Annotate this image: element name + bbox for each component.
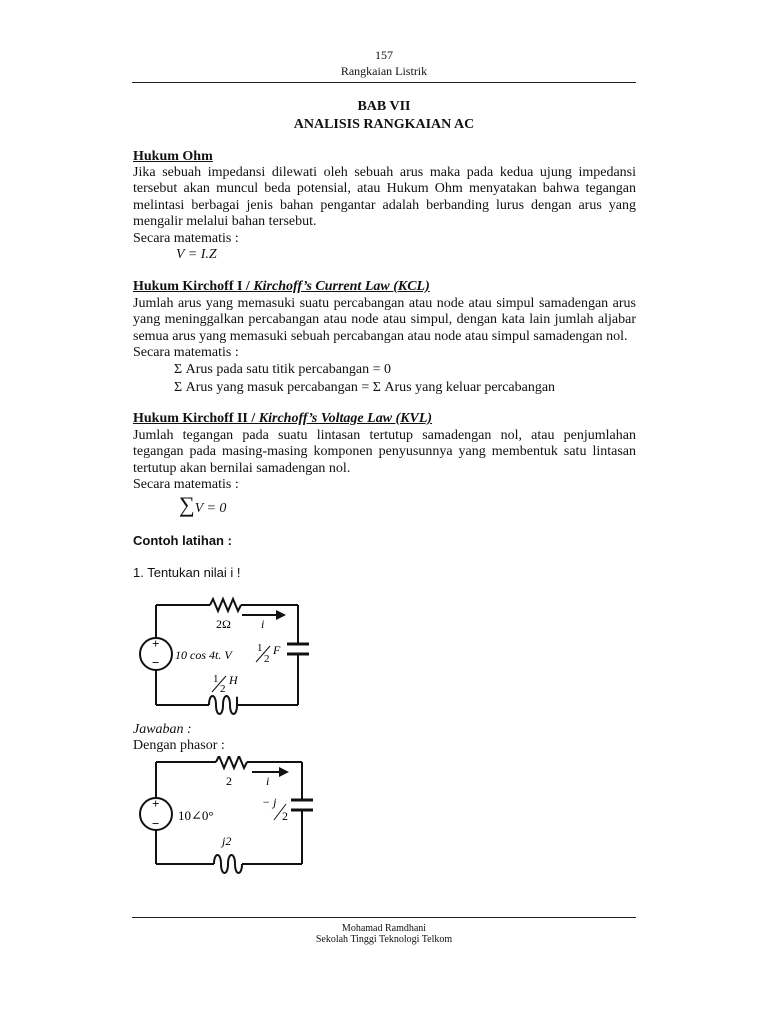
kcl-equation-2: Σ Arus yang masuk percabangan = Σ Arus yang keluar percabangan — [174, 380, 556, 395]
source-2-plus: + — [152, 796, 160, 811]
kvl-formula: ∑V = 0 — [179, 492, 227, 517]
current-1-label: i — [261, 617, 265, 631]
current-arrow-2 — [279, 767, 289, 777]
ohm-heading: Hukum Ohm — [133, 149, 213, 164]
resistor-1-symbol — [210, 599, 241, 611]
example-heading: Contoh latihan : — [133, 533, 232, 548]
inductor-1-den: 2 — [220, 683, 226, 695]
inductor-2-label: j2 — [222, 834, 232, 848]
header-rule — [132, 82, 636, 83]
circuit-1-diagram — [136, 592, 320, 720]
ohm-formula: V = I.Z — [176, 247, 217, 262]
capacitor-2-den: 2 — [282, 809, 288, 823]
inductor-2-symbol — [214, 855, 242, 873]
ohm-paragraph: Jika sebuah impedansi dilewati oleh sebuah arus maka pada kedua ujung impedansi tersebut akan muncul beda potensial, atau Hukum Ohm menyatakan bahwa tegangan melintasi berbagai jenis bahan pengantar adalah berbanding lurus dengan arus yang mengalir melalui bahan tersebut. — [133, 165, 636, 230]
kcl-equation-1: Σ Arus pada satu titik percabangan = 0 — [174, 362, 392, 377]
resistor-1-label: 2Ω — [216, 617, 231, 631]
chapter-number: BAB VII — [357, 99, 411, 114]
inductor-1-symbol — [209, 696, 237, 714]
current-arrow-1 — [276, 610, 286, 620]
source-1-label: 10 cos 4t. V — [175, 648, 232, 662]
inductor-1-unit: H — [229, 673, 238, 687]
source-2-label: 10∠0° — [178, 808, 214, 823]
running-header: Rangkaian Listrik — [340, 64, 428, 78]
source-2-minus: − — [152, 816, 160, 831]
kcl-math-label: Secara matematis : — [133, 345, 239, 360]
kcl-paragraph: Jumlah arus yang memasuki suatu percabangan atau node atau simpul samadengan arus yang meninggalkan percabangan atau node atau simpul, dengan kata lain jumlah aljabar semua arus yang memasuki sebuah percabangan atau node atau simpul samadengan nol. — [133, 296, 636, 344]
source-1-plus: + — [152, 636, 160, 651]
kvl-paragraph: Jumlah tegangan pada suatu lintasan tertutup samadengan nol, atau penjumlahan tegangan pada masing-masing komponen penyusunnya yang membentuk satu lintasan tertutup akan bernilai samadengan nol. — [133, 428, 636, 476]
source-1-minus: − — [152, 655, 160, 670]
capacitor-1-num: 1 — [257, 642, 263, 654]
example-question: 1. Tentukan nilai i ! — [133, 565, 241, 580]
current-2-label: i — [266, 774, 270, 788]
inductor-1-num: 1 — [213, 673, 219, 685]
kcl-heading: Hukum Kirchoff I / Kirchoff’s Current Law (KCL) — [133, 279, 430, 294]
footer-institution: Sekolah Tinggi Teknologi Telkom — [315, 934, 453, 945]
kvl-math-label: Secara matematis : — [133, 477, 239, 492]
kvl-heading: Hukum Kirchoff II / Kirchoff’s Voltage Law (KVL) — [133, 411, 433, 426]
resistor-2-symbol — [216, 756, 247, 768]
phasor-label: Dengan phasor : — [133, 738, 225, 753]
footer-author: Mohamad Ramdhani — [341, 923, 427, 934]
answer-label: Jawaban : — [133, 722, 192, 737]
footer-rule — [132, 917, 636, 918]
page-number: 157 — [375, 48, 393, 62]
circuit-2-diagram — [136, 756, 320, 878]
resistor-2-label: 2 — [226, 774, 232, 788]
capacitor-2-prefix: − j — [262, 795, 277, 809]
ohm-math-label: Secara matematis : — [133, 231, 239, 246]
chapter-title: ANALISIS RANGKAIAN AC — [293, 117, 475, 132]
capacitor-1-unit: F — [273, 643, 281, 657]
capacitor-1-den: 2 — [264, 653, 270, 665]
